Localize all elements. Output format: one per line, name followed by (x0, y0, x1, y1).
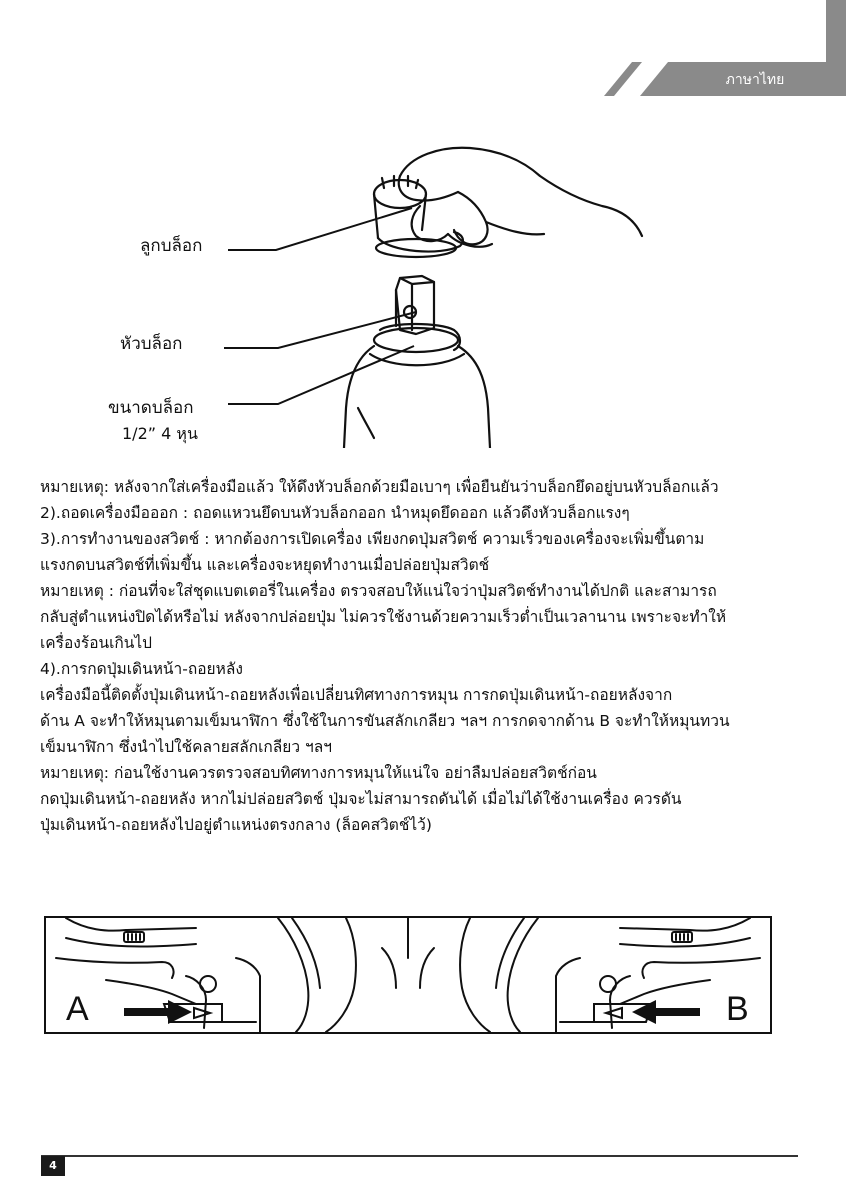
text-line: เข็มนาฬิกา ซึ่งนำไปใช้คลายสลักเกลียว ฯลฯ (40, 738, 332, 756)
anvil-callout-label: หัวบล็อก (120, 334, 183, 354)
text-line: เครื่องมือนี้ติดตั้งปุ่มเดินหน้า-ถอยหลังเพื่อเปลี่ยนทิศทางการหมุน การกดปุ่มเดินหน้า-ถอยหลังจาก (40, 686, 673, 704)
side-a-label: A (66, 990, 89, 1028)
text-line: ปุ่มเดินหน้า-ถอยหลังไปอยู่ตำแหน่งตรงกลาง (ล็อคสวิตช์ไว้) (40, 816, 432, 834)
text-line: 3).การทำงานของสวิตช์ : หากต้องการเปิดเครื่อง เพียงกดปุ่มสวิตช์ ความเร็วของเครื่องจะเพิ่มขึ้นตาม (40, 530, 705, 548)
socket-callout-label: ลูกบล็อก (140, 236, 203, 256)
text-line: 2).ถอดเครื่องมือออก : ถอดแหวนยึดบนหัวบล็อกออก นำหมุดยึดออก แล้วดึงหัวบล็อกแรงๆ (40, 504, 630, 522)
socket-leader-line (226, 200, 416, 260)
language-label: ภาษาไทย (725, 72, 785, 88)
forward-reverse-figure (44, 916, 772, 1034)
text-line: เครื่องร้อนเกินไป (40, 634, 153, 652)
header-corner-bar (826, 0, 846, 64)
anvil-size-value: 1/2” 4 หุน (122, 424, 198, 443)
hand-drawing (400, 148, 642, 236)
arrow-b-icon (630, 1000, 700, 1024)
text-line: กดปุ่มเดินหน้า-ถอยหลัง หากไม่ปล่อยสวิตช์ ปุ่มจะไม่สามารถดันได้ เมื่อไม่ได้ใช้งานเครื่อง ควรดัน (40, 790, 682, 808)
size-leader-line (226, 340, 426, 420)
anvil-size-label: ขนาดบล็อก (108, 398, 194, 418)
arrow-a-icon (124, 1000, 194, 1024)
text-line: ด้าน A จะทำให้หมุนตามเข็มนาฬิกา ซึ่งใช้ในการขันสลักเกลียว ฯลฯ การกดจากด้าน B จะทำให้หมุนทวน (40, 712, 730, 730)
text-line: หมายเหตุ: ก่อนใช้งานควรตรวจสอบทิศทางการหมุนให้แน่ใจ อย่าลืมปล่อยสวิตช์ก่อน (40, 764, 597, 782)
text-line: หมายเหตุ : ก่อนที่จะใส่ชุดแบตเตอรี่ในเครื่อง ตรวจสอบให้แน่ใจว่าปุ่มสวิตช์ทำงานได้ปกติ และสามารถ (40, 582, 717, 600)
text-line: หมายเหตุ: หลังจากใส่เครื่องมือแล้ว ให้ดึงหัวบล็อกด้วยมือเบาๆ เพื่อยืนยันว่าบล็อกยึดอยู่บนหัวบล็อกแล้ว (40, 478, 719, 496)
text-line: กลับสู่ตำแหน่งปิดได้หรือไม่ หลังจากปล่อยปุ่ม ไม่ควรใช้งานด้วยความเร็วต่ำเป็นเวลานาน เพราะจะทำให้ (40, 608, 727, 626)
footer-rule (41, 1155, 798, 1157)
page-number: 4 (41, 1156, 65, 1176)
text-line: แรงกดบนสวิตช์ที่เพิ่มขึ้น และเครื่องจะหยุดทำงานเมื่อปล่อยปุ่มสวิตช์ (40, 556, 490, 574)
text-line: 4).การกดปุ่มเดินหน้า-ถอยหลัง (40, 660, 243, 678)
instruction-text (40, 474, 830, 838)
side-b-label: B (726, 990, 749, 1028)
